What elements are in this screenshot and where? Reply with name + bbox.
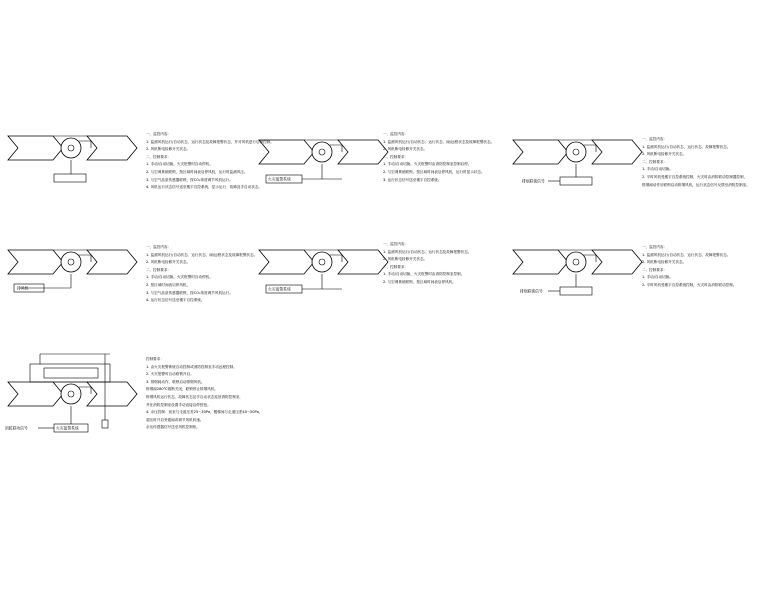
note-line: 1. 由火灾报警系统自动控制或消防控制室手动远程控制。 <box>146 364 237 369</box>
note-line: 1. 监测风机运行/自动状态、运行状态、故障报警状态。 <box>642 144 731 149</box>
notes-panel-7 <box>146 356 262 432</box>
pressure-sensor <box>102 420 108 428</box>
note-line: 一、监控内容： <box>642 245 668 249</box>
fan-diagram <box>8 250 137 274</box>
interlock-signal-label: 排烟联锁信号 <box>520 288 543 294</box>
note-line: 3. 运行状态信号送至楼宇自控系统。 <box>383 177 442 182</box>
fan-diagram <box>513 250 642 274</box>
panel-6 <box>513 250 642 295</box>
controller-box <box>54 174 86 182</box>
note-line: 超压时开启旁通阀或调节风机转速。 <box>146 417 204 422</box>
note-line: 1. 监测风机运行/自动状态、运行状态、阀/远程状态及故障报警状态。 <box>146 252 258 257</box>
bypass-loop-inner <box>44 368 98 378</box>
fire-linkage-signal-label: 消防联动信号 <box>5 425 28 431</box>
note-line: 4. 运行状态信号送至楼宇自控系统。 <box>146 298 205 303</box>
fan-diagram <box>8 136 137 160</box>
note-line: 1. 手动/自动切换，火灾报警时自动停机。 <box>146 162 213 167</box>
fan-diagram <box>513 140 642 164</box>
panel-4 <box>8 250 137 292</box>
note-line: 2. 风机断电检修开关状态。 <box>383 147 428 152</box>
note-line: 二、控制要求： <box>146 267 172 272</box>
notes-panel-5 <box>383 241 471 287</box>
notes-panel-4 <box>146 244 257 305</box>
note-line: 二、控制要求： <box>383 264 409 269</box>
note-line: 余压传感器信号送至风机控制柜。 <box>146 425 200 430</box>
controller-box <box>560 287 592 295</box>
note-line: 一、监控内容： <box>146 132 172 136</box>
exhaust-fan-label: 排风机 <box>17 285 29 291</box>
interlock-signal-label: 排烟联锁信号 <box>522 178 545 184</box>
fan-diagram <box>259 140 388 164</box>
note-line: 排烟阀动作后联锁启动排烟风机，运行状态信号反馈至消防控制室。 <box>642 182 750 187</box>
note-line: 2. 与空调系统联锁，按区域时间表启停风机，运行时监测风压。 <box>146 169 248 174</box>
note-line: 1. 手动/自动切换，火灾报警时自动停机。 <box>146 275 213 280</box>
note-line: 2. 按区域时间表启停风机。 <box>146 282 191 287</box>
note-line: 一、监控内容： <box>146 245 172 249</box>
panel-2 <box>259 140 388 183</box>
note-line: 2. 与空调系统联锁，按区域时间表启停风机，运行时显示状态。 <box>383 169 485 174</box>
fire-alarm-box-label: 火灾报警系统 <box>268 286 291 292</box>
panel-3 <box>513 140 642 185</box>
note-line: 排烟风机运行状态、故障状态及手自动状态返回消防控制室， <box>146 394 244 399</box>
note-line: 2. 平时风机受楼宇自控系统控制，火灾时由消防联动控制器控制， <box>642 174 748 179</box>
note-line: 3. 与空气品质传感器联锁，按CO₂浓度调节风机运行。 <box>146 290 233 295</box>
note-line: 2. 风机断电检修开关状态。 <box>642 152 687 157</box>
note-line: 1. 手动/自动切换。 <box>642 167 673 172</box>
note-line: 一、监控内容： <box>383 242 409 246</box>
note-line: 排烟阀280℃熔断关闭，联锁停止排烟风机。 <box>146 387 218 392</box>
panel-5 <box>259 250 388 293</box>
note-line: 二、控制要求： <box>383 154 409 159</box>
note-line: 并在消防控制室设置手动直接启停按钮。 <box>146 402 211 407</box>
note-line: 二、控制要求： <box>642 267 668 272</box>
note-line: 控制要求： <box>146 357 164 361</box>
controller-box <box>560 177 592 185</box>
note-line: 2. 与空调系统联锁，按区域时间表启停风机。 <box>383 279 456 284</box>
note-line: 1. 监测风机运行/自动状态、运行状态、故障报警状态。 <box>642 252 731 257</box>
panel-7 <box>5 354 137 432</box>
note-line: 3. 与空气品质传感器联锁，按CO₂浓度调节风机运行。 <box>146 177 233 182</box>
note-line: 3. 排烟阀动作，联锁启动排烟风机。 <box>146 379 205 384</box>
notes-panel-6 <box>642 244 736 290</box>
note-line: 2. 风机断电检修开关状态。 <box>383 257 428 262</box>
note-line: 1. 监测风机运行/自动状态、运行状态及故障报警状态，并对风机进行启停控制。 <box>146 139 274 144</box>
note-line: 一、监控内容： <box>642 137 668 141</box>
note-line: 2. 风机断电检修开关状态。 <box>146 260 191 265</box>
note-line: 2. 火灾报警时自动联锁开启。 <box>146 372 194 377</box>
note-line: 2. 风机断电检修开关状态。 <box>642 260 687 265</box>
fan-diagram <box>8 382 137 406</box>
fire-alarm-box-label: 火灾报警系统 <box>268 176 291 182</box>
note-line: 2. 平时风机受楼宇自控系统控制，火灾时由消防联动控制。 <box>642 282 737 287</box>
note-line: 2. 风机断电检修开关状态。 <box>146 147 191 152</box>
panel-1 <box>8 136 137 182</box>
note-line: 二、控制要求： <box>642 159 668 164</box>
note-line: 4. 余压控制：前室与走道压差25~30Pa，楼梯间与走道压差40~50Pa， <box>146 410 263 415</box>
note-line: 1. 手动/自动切换，火灾报警时由消防控制室控制启停。 <box>383 162 472 167</box>
fire-alarm-box-label: 火灾报警系统 <box>56 425 79 431</box>
notes-panel-1 <box>146 131 274 192</box>
note-line: 二、控制要求： <box>146 154 172 159</box>
notes-panel-3 <box>642 136 750 189</box>
notes-panel-2 <box>383 131 494 184</box>
note-line: 1. 监测风机运行/自动状态、运行状态、阀/远程状态及故障报警状态。 <box>383 139 495 144</box>
fan-diagram <box>259 250 388 274</box>
note-line: 1. 监测风机运行/自动状态、运行状态及故障报警状态。 <box>383 249 472 254</box>
note-line: 1. 手动/自动切换。 <box>642 275 673 280</box>
note-line: 4. 风机运行状态信号送至楼宇自控系统，显示运行、故障及手自动状态。 <box>146 185 262 190</box>
note-line: 一、监控内容： <box>383 132 409 136</box>
note-line: 1. 手动/自动切换，火灾报警时由消防控制室控制。 <box>383 272 465 277</box>
